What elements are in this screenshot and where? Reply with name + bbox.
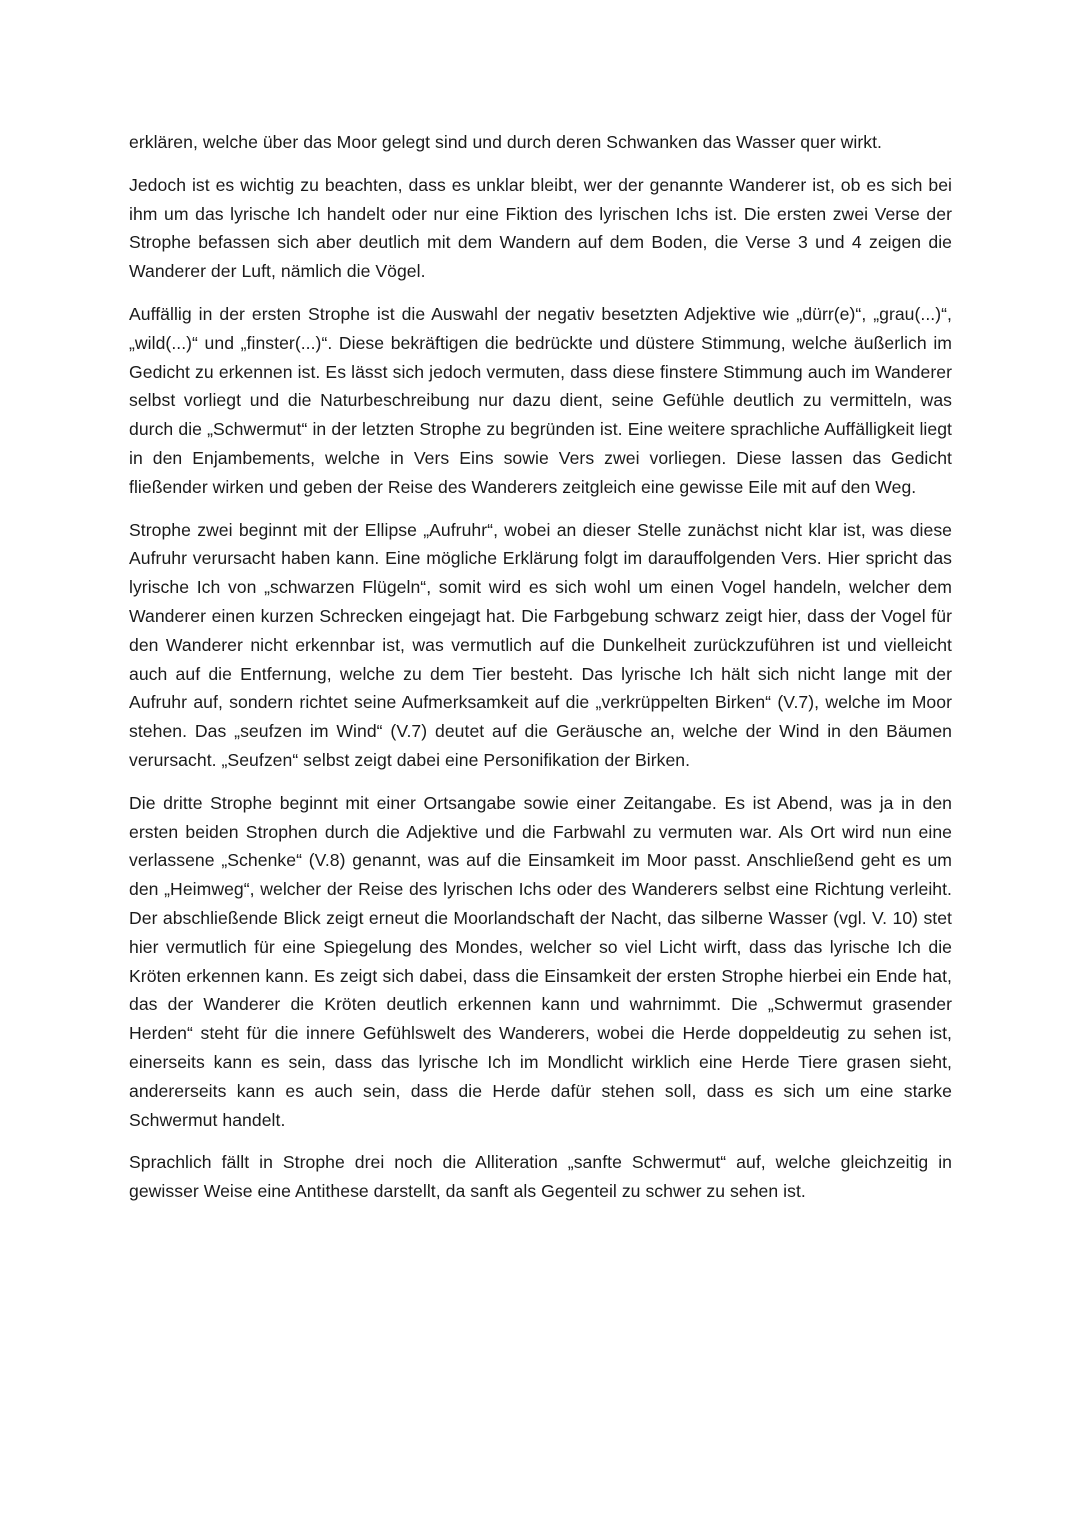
paragraph-4: Strophe zwei beginnt mit der Ellipse „Aufruhr“, wobei an dieser Stelle zunächst nicht klar ist, was diese Aufruhr verursacht haben kann. Eine mögliche Erklärung folgt im darauffolgenden Vers. Hier spricht das lyrische Ich von „schwarzen Flügeln“, somit wird es sich wohl um einen Vogel handeln, welcher dem Wanderer einen kurzen Schrecken eingejagt hat. Die Farbgebung schwarz zeigt hier, dass der Vogel für den Wanderer nicht erkennbar ist, was vermutlich auf die Dunkelheit zurückzuführen ist und vielleicht auch auf die Entfernung, welche zu dem Tier besteht. Das lyrische Ich hält sich nicht lange mit der Aufruhr auf, sondern richtet seine Aufmerksamkeit auf die „verkrüppelten Birken“ (V.7), welche im Moor stehen. Das „seufzen im Wind“ (V.7) deutet auf die Geräusche an, welche der Wind in den Bäumen verursacht. „Seufzen“ selbst zeigt dabei eine Personifikation der Birken. [129, 519, 952, 770]
paragraph-1: erklären, welche über das Moor gelegt sind und durch deren Schwanken das Wasser quer wirkt. [129, 132, 882, 152]
paragraph-6: Sprachlich fällt in Strophe drei noch die Alliteration „sanfte Schwermut“ auf, welche gleichzeitig in gewisser Weise eine Antithese darstellt, da sanft als Gegenteil zu schwer zu sehen ist. [129, 1152, 952, 1202]
paragraph-2: Jedoch ist es wichtig zu beachten, dass es unklar bleibt, wer der genannte Wanderer ist, ob es sich bei ihm um das lyrische Ich handelt oder nur eine Fiktion des lyrischen Ichs ist. Die ersten zwei Verse der Strophe befassen sich aber deutlich mit dem Wandern auf dem Boden, die Verse 3 und 4 zeigen die Wanderer der Luft, nämlich die Vögel. [129, 174, 952, 282]
document-page [129, 128, 952, 1220]
paragraph-5: Die dritte Strophe beginnt mit einer Ortsangabe sowie einer Zeitangabe. Es ist Abend, was ja in den ersten beiden Strophen durch die Adjektive und die Farbwahl zu vermuten war. Als Ort wird nun eine verlassene „Schenke“ (V.8) genannt, was auf die Einsamkeit im Moor passt. Anschließend geht es um den „Heimweg“, welcher der Reise des lyrischen Ichs oder des Wanderers selbst eine Richtung verleiht. Der abschließende Blick zeigt erneut die Moorlandschaft der Nacht, das silberne Wasser (vgl. V. 10) stet hier vermutlich für eine Spiegelung des Mondes, welcher so viel Licht wirft, dass das lyrische Ich die Kröten erkennen kann. Es zeigt sich dabei, dass die Einsamkeit der ersten Strophe hierbei ein Ende hat, das der Wanderer die Kröten deutlich erkennen kann und wahrnimmt. Die „Schwermut grasender Herden“ steht für die innere Gefühlswelt des Wanderers, wobei die Herde doppeldeutig zu sehen ist, einerseits kann es sein, dass das lyrische Ich im Mondlicht wirklich eine Herde Tiere grasen sieht, andererseits kann es auch sein, dass die Herde dafür stehen soll, dass es sich um eine starke Schwermut handelt. [129, 792, 952, 1130]
paragraph-3: Auffällig in der ersten Strophe ist die Auswahl der negativ besetzten Adjektive wie „dürr(e)“, „grau(...)“, „wild(...)“ und „finster(...)“. Diese bekräftigen die bedrückte und düstere Stimmung, welche äußerlich im Gedicht zu erkennen ist. Es lässt sich jedoch vermuten, dass diese finstere Stimmung auch im Wanderer selbst vorliegt und die Naturbeschreibung nur dazu dient, seine Gefühle deutlich zu vermitteln, was durch die „Schwermut“ in der letzten Strophe zu begründen ist. Eine weitere sprachliche Auffälligkeit liegt in den Enjambements, welche in Vers Eins sowie Vers zwei vorliegen. Diese lassen das Gedicht fließender wirken und geben der Reise des Wanderers zeitgleich eine gewisse Eile mit auf den Weg. [129, 303, 952, 497]
